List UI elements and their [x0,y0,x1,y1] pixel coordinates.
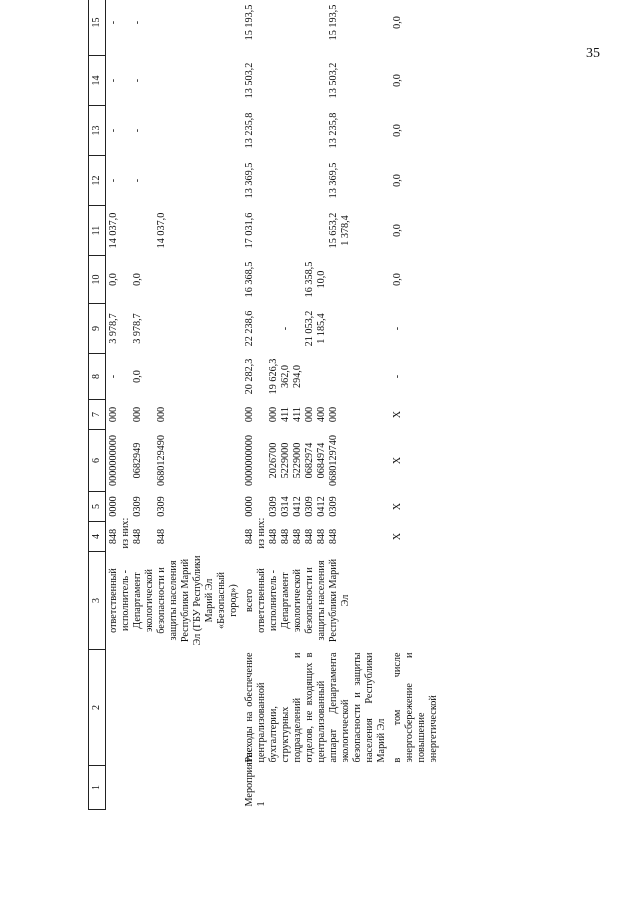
header-cell: 11 [89,206,106,256]
cell-col7: 000 000 000 [108,406,167,423]
header-cell: 3 [89,552,106,650]
header-cell: 5 [89,492,106,522]
cell-col5: 0000 0309 0314 0412 0309 0412 0309 [244,496,339,517]
rotated-table-wrapper [88,0,620,810]
header-cell: 4 [89,522,106,552]
cell-col1: Мероприятие 1 [244,747,267,807]
cell-col1 [390,766,442,810]
cell-col6: 0000000000 2026700 5229000 5229000 0682974 0684974 0680129740 [244,435,339,486]
cell-col15: - - [108,20,143,25]
cell-col14: 0,0 [392,74,403,87]
cell-col3 [390,552,442,650]
header-cell: 10 [89,256,106,304]
cell-col11: 17 031,6 15 653,2 1 378,4 [244,212,351,249]
cell-col4: 848 из них: 848 848 [108,517,167,549]
cell-col12: 0,0 [392,174,403,187]
cell-col3: всего ответственный исполнитель - Департамент экологической безопасности и защиты населения Республики Марий Эл [244,558,351,643]
cell-col10: 16 368,5 16 358,5 10,0 [244,261,327,298]
header-cell: 2 [89,650,106,766]
header-cell: 12 [89,156,106,206]
header-cell: 6 [89,430,106,492]
cell-col4: 848 из них: 848 848 848 848 848 848 [244,517,339,549]
header-cell: 13 [89,106,106,156]
cell-col14: - - [108,78,143,83]
cell-col6: Х [392,456,403,465]
cell-col9: 3 978,7 3 978,7 [108,313,143,344]
cell-col7: 000 000 411 411 000 400 000 [244,406,339,423]
cell-col7: Х [392,410,403,419]
cell-col9: - [392,326,403,331]
cell-col9: 22 238,6 - 21 053,2 1 185,4 [244,310,327,347]
header-cell: 14 [89,56,106,106]
cell-col15: 15 193,5 15 193,5 [244,4,339,41]
cell-col13: 13 235,8 13 235,8 [244,112,339,149]
cell-col3: ответственный исполнитель - Департамент экологической безопасности и защиты населения Республики Марий Эл (ГБУ Республики Марий Эл «Безопасный город») [108,555,239,646]
header-cell: 9 [89,304,106,354]
cell-col2 [106,650,243,766]
table-row [390,0,442,810]
table-row [106,0,243,810]
cell-col5: Х [392,502,403,511]
cell-col10: 0,0 0,0 [108,273,143,286]
cell-col11: 0,0 [392,224,403,237]
cell-col13: - - [108,128,143,133]
cell-col5: 0000 0309 0309 [108,496,167,517]
header-cell: 8 [89,354,106,400]
budget-table [88,0,442,810]
header-row [89,0,106,810]
cell-col14: 13 503,2 13 503,2 [244,62,339,99]
page-number: 35 [586,46,600,61]
cell-col1 [106,766,243,810]
table-row [242,0,390,810]
cell-col10: 0,0 [392,273,403,286]
header-cell: 7 [89,400,106,430]
cell-col8: - [392,374,403,379]
header-cell: 15 [89,0,106,56]
cell-col15: 0,0 [392,16,403,29]
cell-col12: - - [108,178,143,183]
header-cell: 1 [89,766,106,810]
cell-col8: - 0,0 [108,370,143,383]
cell-col2: в том числе энергосбережение и повышение энергетической [392,652,439,763]
cell-col12: 13 369,5 13 369,5 [244,162,339,199]
cell-col13: 0,0 [392,124,403,137]
cell-col8: 20 282,3 19 626,3 362,0 294,0 [244,358,303,395]
cell-col2: Расходы на обеспечение централизованной бухгалтерии, структурных подразделений и отделов, не входящих в централизованный аппарат Департамента экологической безопасности и защиты населения Республики Марий Эл [244,652,387,763]
cell-col4: Х [392,532,403,541]
cell-col6: 0000000000 0682949 0680129490 [108,435,167,486]
cell-col11: 14 037,0 14 037,0 [108,212,167,249]
